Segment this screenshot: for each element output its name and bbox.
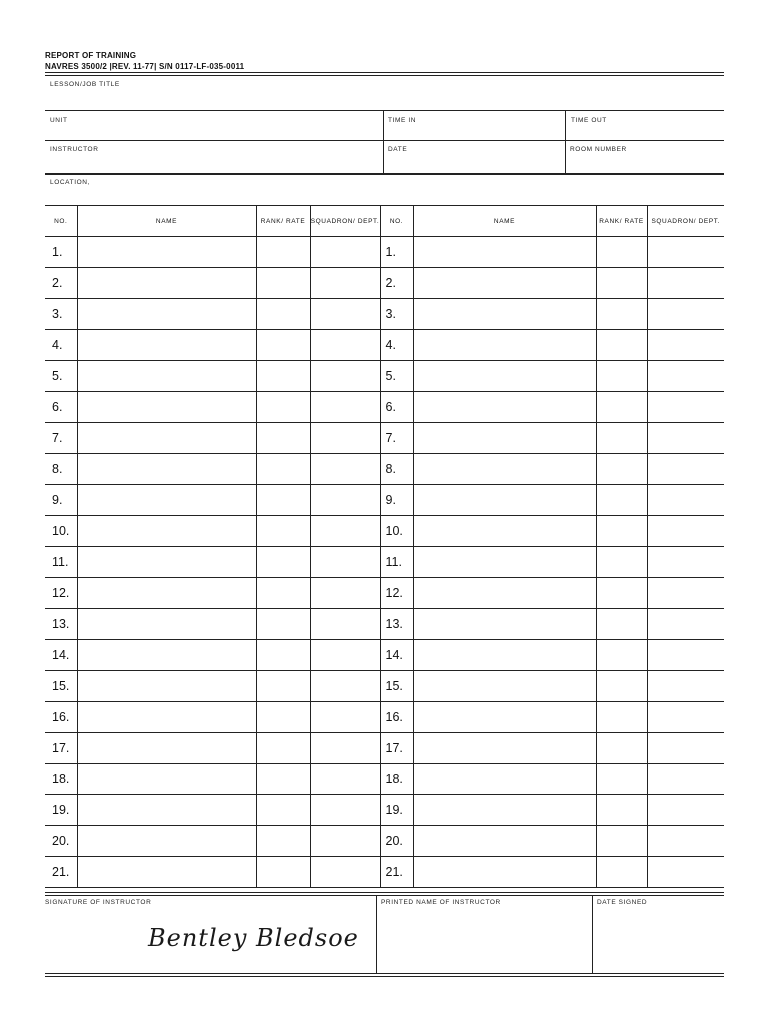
row-number: 13. [380, 609, 413, 640]
row-number: 2. [380, 268, 413, 299]
rank-rate-cell[interactable] [596, 640, 647, 671]
rank-rate-cell[interactable] [596, 330, 647, 361]
squadron-dept-cell[interactable] [647, 826, 724, 857]
table-row [45, 733, 724, 764]
squadron-dept-cell[interactable] [310, 578, 380, 609]
squadron-dept-cell[interactable] [647, 702, 724, 733]
rank-rate-cell[interactable] [256, 795, 310, 826]
table-row [45, 609, 724, 640]
row-number: 20. [45, 826, 77, 857]
squadron-dept-cell[interactable] [310, 299, 380, 330]
name-cell[interactable] [77, 609, 256, 640]
row-number: 5. [45, 361, 77, 392]
squadron-dept-cell[interactable] [310, 857, 380, 888]
row-number: 19. [380, 795, 413, 826]
name-cell[interactable] [413, 578, 596, 609]
name-cell[interactable] [77, 795, 256, 826]
name-cell[interactable] [413, 640, 596, 671]
name-cell[interactable] [413, 268, 596, 299]
instructor-label: INSTRUCTOR [50, 146, 99, 153]
room-number-label: ROOM NUMBER [570, 146, 627, 153]
squadron-dept-cell[interactable] [647, 578, 724, 609]
date-signed-label: DATE SIGNED [597, 899, 648, 906]
name-cell[interactable] [77, 454, 256, 485]
roster-body [45, 237, 724, 888]
column-header-rank-rate: RANK/ RATE [596, 206, 647, 237]
squadron-dept-cell[interactable] [310, 330, 380, 361]
row-number: 7. [380, 423, 413, 454]
rank-rate-cell[interactable] [256, 423, 310, 454]
row-number: 14. [380, 640, 413, 671]
name-cell[interactable] [77, 237, 256, 268]
squadron-dept-cell[interactable] [647, 547, 724, 578]
squadron-dept-cell[interactable] [310, 702, 380, 733]
row-number: 6. [380, 392, 413, 423]
row-number: 21. [45, 857, 77, 888]
row-number: 15. [45, 671, 77, 702]
squadron-dept-cell[interactable] [310, 671, 380, 702]
table-row [45, 764, 724, 795]
column-header-no: NO. [380, 206, 413, 237]
rank-rate-cell[interactable] [596, 609, 647, 640]
name-cell[interactable] [413, 826, 596, 857]
row-number: 8. [380, 454, 413, 485]
squadron-dept-cell[interactable] [647, 330, 724, 361]
instructor-signature-field[interactable] [45, 896, 376, 972]
squadron-dept-cell[interactable] [310, 764, 380, 795]
rank-rate-cell[interactable] [596, 268, 647, 299]
name-cell[interactable] [413, 857, 596, 888]
rank-rate-cell[interactable] [596, 237, 647, 268]
name-cell[interactable] [413, 423, 596, 454]
squadron-dept-cell[interactable] [647, 516, 724, 547]
rank-rate-cell[interactable] [256, 237, 310, 268]
row-number: 12. [380, 578, 413, 609]
squadron-dept-cell[interactable] [310, 640, 380, 671]
name-cell[interactable] [77, 857, 256, 888]
row-number: 10. [380, 516, 413, 547]
name-cell[interactable] [413, 733, 596, 764]
room-number-field[interactable] [566, 141, 724, 173]
name-cell[interactable] [413, 547, 596, 578]
rank-rate-cell[interactable] [256, 547, 310, 578]
rank-rate-cell[interactable] [256, 299, 310, 330]
rank-rate-cell[interactable] [256, 764, 310, 795]
table-row [45, 702, 724, 733]
name-cell[interactable] [413, 702, 596, 733]
name-cell[interactable] [77, 330, 256, 361]
lesson-title-label: LESSON/JOB TITLE [50, 81, 120, 88]
printed-name-label: PRINTED NAME OF INSTRUCTOR [381, 899, 501, 906]
row-number: 12. [45, 578, 77, 609]
unit-field[interactable] [45, 111, 383, 140]
squadron-dept-cell[interactable] [310, 547, 380, 578]
squadron-dept-cell[interactable] [647, 764, 724, 795]
squadron-dept-cell[interactable] [647, 640, 724, 671]
date-label: DATE [388, 146, 408, 153]
name-cell[interactable] [77, 547, 256, 578]
name-cell[interactable] [77, 640, 256, 671]
name-cell[interactable] [77, 764, 256, 795]
rank-rate-cell[interactable] [596, 702, 647, 733]
rank-rate-cell[interactable] [256, 485, 310, 516]
printed-name-field[interactable] [377, 896, 592, 972]
table-row [45, 392, 724, 423]
row-number: 3. [45, 299, 77, 330]
rank-rate-cell[interactable] [256, 392, 310, 423]
name-cell[interactable] [77, 268, 256, 299]
row-number: 14. [45, 640, 77, 671]
name-cell[interactable] [77, 516, 256, 547]
rank-rate-cell[interactable] [596, 671, 647, 702]
row-number: 21. [380, 857, 413, 888]
column-header-squadron-dept: SQUADRON/ DEPT. [310, 206, 380, 237]
name-cell[interactable] [413, 485, 596, 516]
name-cell[interactable] [77, 299, 256, 330]
rank-rate-cell[interactable] [596, 485, 647, 516]
name-cell[interactable] [77, 485, 256, 516]
squadron-dept-cell[interactable] [310, 485, 380, 516]
time-in-label: TIME IN [388, 117, 417, 124]
name-cell[interactable] [413, 609, 596, 640]
location-label: LOCATION, [50, 179, 90, 186]
squadron-dept-cell[interactable] [647, 857, 724, 888]
row-number: 20. [380, 826, 413, 857]
table-row [45, 361, 724, 392]
rank-rate-cell[interactable] [256, 702, 310, 733]
squadron-dept-cell[interactable] [310, 268, 380, 299]
row-number: 10. [45, 516, 77, 547]
name-cell[interactable] [77, 671, 256, 702]
squadron-dept-cell[interactable] [647, 268, 724, 299]
attendance-roster-table [45, 206, 724, 888]
column-header-squadron-dept: SQUADRON/ DEPT. [647, 206, 724, 237]
squadron-dept-cell[interactable] [647, 423, 724, 454]
name-cell[interactable] [413, 330, 596, 361]
row-number: 9. [380, 485, 413, 516]
rank-rate-cell[interactable] [256, 516, 310, 547]
squadron-dept-cell[interactable] [310, 826, 380, 857]
name-cell[interactable] [413, 361, 596, 392]
header-rule-top [45, 72, 724, 73]
squadron-dept-cell[interactable] [647, 392, 724, 423]
date-signed-field[interactable] [593, 896, 724, 972]
row-number: 18. [380, 764, 413, 795]
row-number: 11. [45, 547, 77, 578]
rank-rate-cell[interactable] [596, 764, 647, 795]
time-out-field[interactable] [566, 111, 724, 140]
rank-rate-cell[interactable] [596, 733, 647, 764]
rank-rate-cell[interactable] [256, 454, 310, 485]
row-number: 3. [380, 299, 413, 330]
rank-rate-cell[interactable] [256, 578, 310, 609]
row-number: 5. [380, 361, 413, 392]
squadron-dept-cell[interactable] [310, 392, 380, 423]
unit-label: UNIT [50, 117, 68, 124]
rank-rate-cell[interactable] [596, 578, 647, 609]
table-row [45, 485, 724, 516]
rank-rate-cell[interactable] [596, 795, 647, 826]
name-cell[interactable] [77, 392, 256, 423]
name-cell[interactable] [77, 733, 256, 764]
row-number: 1. [45, 237, 77, 268]
rank-rate-cell[interactable] [256, 640, 310, 671]
squadron-dept-cell[interactable] [310, 609, 380, 640]
squadron-dept-cell[interactable] [647, 237, 724, 268]
name-cell[interactable] [413, 795, 596, 826]
rank-rate-cell[interactable] [596, 361, 647, 392]
form-title: REPORT OF TRAINING [45, 51, 137, 60]
table-row [45, 826, 724, 857]
column-header-no: NO. [45, 206, 77, 237]
signature-label: SIGNATURE OF INSTRUCTOR [45, 899, 152, 906]
rank-rate-cell[interactable] [596, 392, 647, 423]
rank-rate-cell[interactable] [596, 423, 647, 454]
table-row [45, 423, 724, 454]
instructor-signature: Bentley Bledsoe [148, 924, 359, 952]
squadron-dept-cell[interactable] [310, 516, 380, 547]
table-row [45, 268, 724, 299]
roster-header-row [45, 206, 724, 237]
squadron-dept-cell[interactable] [647, 361, 724, 392]
name-cell[interactable] [77, 423, 256, 454]
name-cell[interactable] [77, 578, 256, 609]
squadron-dept-cell[interactable] [647, 299, 724, 330]
name-cell[interactable] [413, 454, 596, 485]
squadron-dept-cell[interactable] [310, 795, 380, 826]
rank-rate-cell[interactable] [596, 857, 647, 888]
squadron-dept-cell[interactable] [310, 454, 380, 485]
row-number: 16. [45, 702, 77, 733]
footer-rule-top [45, 892, 724, 893]
row-number: 1. [380, 237, 413, 268]
row-number: 9. [45, 485, 77, 516]
table-row [45, 237, 724, 268]
table-row [45, 299, 724, 330]
divider-time-room [565, 110, 566, 173]
date-field[interactable] [384, 141, 565, 173]
row-number: 8. [45, 454, 77, 485]
squadron-dept-cell[interactable] [647, 609, 724, 640]
row-number: 17. [380, 733, 413, 764]
squadron-dept-cell[interactable] [310, 237, 380, 268]
table-row [45, 640, 724, 671]
row-number: 15. [380, 671, 413, 702]
name-cell[interactable] [77, 826, 256, 857]
rank-rate-cell[interactable] [256, 361, 310, 392]
form-identifier: NAVRES 3500/2 |REV. 11-77| S/N 0117-LF-035-0011 [45, 62, 245, 71]
rank-rate-cell[interactable] [596, 299, 647, 330]
column-header-name: NAME [77, 206, 256, 237]
rank-rate-cell[interactable] [596, 516, 647, 547]
lesson-title-field[interactable] [45, 76, 724, 110]
table-row [45, 857, 724, 888]
row-number: 6. [45, 392, 77, 423]
rank-rate-cell[interactable] [256, 330, 310, 361]
rank-rate-cell[interactable] [256, 268, 310, 299]
row-number: 17. [45, 733, 77, 764]
row-number: 7. [45, 423, 77, 454]
column-header-rank-rate: RANK/ RATE [256, 206, 310, 237]
name-cell[interactable] [413, 516, 596, 547]
table-row [45, 578, 724, 609]
row-number: 18. [45, 764, 77, 795]
instructor-field[interactable] [45, 141, 383, 173]
table-row [45, 516, 724, 547]
table-row [45, 454, 724, 485]
squadron-dept-cell[interactable] [647, 795, 724, 826]
rank-rate-cell[interactable] [256, 671, 310, 702]
rank-rate-cell[interactable] [256, 857, 310, 888]
squadron-dept-cell[interactable] [647, 671, 724, 702]
row-number: 16. [380, 702, 413, 733]
row-number: 13. [45, 609, 77, 640]
name-cell[interactable] [413, 671, 596, 702]
rank-rate-cell[interactable] [596, 547, 647, 578]
row-number: 2. [45, 268, 77, 299]
row-number: 19. [45, 795, 77, 826]
name-cell[interactable] [413, 299, 596, 330]
footer-rule-bottom-double [45, 976, 724, 977]
rank-rate-cell[interactable] [256, 733, 310, 764]
squadron-dept-cell[interactable] [647, 454, 724, 485]
time-out-label: TIME OUT [571, 117, 607, 124]
row-number: 4. [380, 330, 413, 361]
table-row [45, 547, 724, 578]
column-header-name: NAME [413, 206, 596, 237]
squadron-dept-cell[interactable] [310, 361, 380, 392]
footer-rule-bottom [45, 973, 724, 974]
name-cell[interactable] [413, 237, 596, 268]
name-cell[interactable] [413, 392, 596, 423]
table-row [45, 795, 724, 826]
table-row [45, 671, 724, 702]
row-number: 11. [380, 547, 413, 578]
squadron-dept-cell[interactable] [647, 733, 724, 764]
divider-unit-time [383, 110, 384, 173]
rank-rate-cell[interactable] [256, 826, 310, 857]
rank-rate-cell[interactable] [596, 826, 647, 857]
squadron-dept-cell[interactable] [310, 733, 380, 764]
location-field[interactable] [45, 175, 724, 205]
time-in-field[interactable] [384, 111, 565, 140]
rank-rate-cell[interactable] [256, 609, 310, 640]
squadron-dept-cell[interactable] [647, 485, 724, 516]
name-cell[interactable] [413, 764, 596, 795]
row-number: 4. [45, 330, 77, 361]
squadron-dept-cell[interactable] [310, 423, 380, 454]
table-row [45, 330, 724, 361]
rank-rate-cell[interactable] [596, 454, 647, 485]
name-cell[interactable] [77, 702, 256, 733]
name-cell[interactable] [77, 361, 256, 392]
